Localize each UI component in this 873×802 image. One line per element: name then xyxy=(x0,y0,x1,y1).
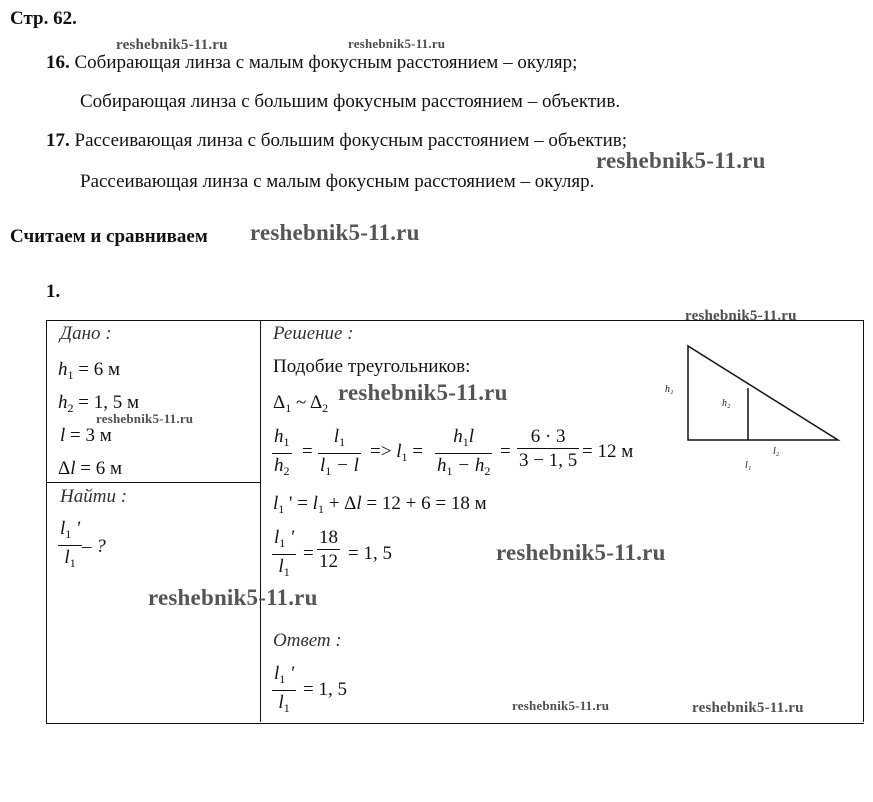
given-title: Дано : xyxy=(60,323,112,344)
solution-title: Решение : xyxy=(273,323,354,344)
watermark: reshebnik5-11.ru xyxy=(148,585,318,610)
table-row-divider xyxy=(46,482,260,483)
answer-ratio: $\frac{l_1 '}{l_1}$ xyxy=(274,663,295,715)
similarity-formula: $\Delta_1$ ~ $\Delta_2$ xyxy=(273,392,329,415)
equals-sign: = xyxy=(500,441,511,462)
triangle-figure xyxy=(660,338,850,488)
watermark: reshebnik5-11.ru xyxy=(692,700,804,716)
ratio-num: 18 xyxy=(319,527,338,548)
watermark: reshebnik5-11.ru xyxy=(512,698,610,713)
ratio-numbers xyxy=(517,426,579,473)
watermark: reshebnik5-11.ru xyxy=(96,411,194,426)
label-l1: l₁ xyxy=(745,460,752,471)
watermark: reshebnik5-11.ru xyxy=(596,148,766,173)
given-delta-l: Δl = 6 м xyxy=(58,458,122,479)
item-number: 17. xyxy=(46,130,70,151)
given-l-value: = 3 м xyxy=(70,425,112,446)
label-h1: h₁ xyxy=(665,384,674,395)
step2: $l_1$ ' = $l_1 + \Delta l = 12 + 6 = 18$ м xyxy=(273,493,487,516)
find-expr: – ? xyxy=(82,536,106,557)
item-16 xyxy=(46,52,577,74)
ratio-18-12 xyxy=(317,527,340,574)
page-header: Стр. 62. xyxy=(10,8,77,29)
item-17-line2: Рассеивающая линза с малым фокусным расстоянием – окуляр. xyxy=(80,171,595,192)
ratio-h1l: $\frac{h_1l}{h_1 - h_2}$ xyxy=(437,426,491,478)
item-line: Собирающая линза с малым фокусным расстоянием – окуляр; xyxy=(74,52,578,73)
equals-sign: = xyxy=(302,441,313,462)
numbers-den: 3 − 1, 5 xyxy=(519,450,578,471)
task-number: 1. xyxy=(46,281,61,302)
given-l: l = 3 м xyxy=(60,425,112,446)
item-17 xyxy=(46,130,627,152)
table-column-divider xyxy=(260,320,261,722)
watermark: reshebnik5-11.ru xyxy=(685,308,797,324)
step3-result: = 1, 5 xyxy=(348,543,392,564)
given-h1: $h_1 = 6$ м xyxy=(58,359,120,382)
label-l2: l₂ xyxy=(773,446,780,457)
step2-value: = 12 + 6 = 18 м xyxy=(366,493,487,514)
item-16-line2: Собирающая линза с большим фокусным расстоянием – объектив. xyxy=(80,91,621,112)
numbers-num: 6 · 3 xyxy=(517,426,579,449)
equals-sign: = xyxy=(303,543,314,564)
given-h2-value: = 1, 5 м xyxy=(78,392,139,413)
watermark: reshebnik5-11.ru xyxy=(496,540,666,565)
watermark: reshebnik5-11.ru xyxy=(338,380,508,405)
given-dl-value: = 6 м xyxy=(80,458,122,479)
answer-title: Ответ : xyxy=(273,630,342,651)
similarity-text: Подобие треугольников: xyxy=(273,356,471,377)
implies: => $l_1$ = xyxy=(370,441,423,464)
watermark: reshebnik5-11.ru xyxy=(250,220,420,245)
large-triangle xyxy=(688,346,838,440)
given-h1-value: = 6 м xyxy=(78,359,120,380)
ratio-l1: $\frac{l_1}{l_1 - l}$ xyxy=(320,426,359,478)
implies-arrow: => xyxy=(370,441,392,462)
table-right-border xyxy=(863,320,864,722)
ratio-answer: $\frac{l_1 '}{l_1}$ xyxy=(274,527,295,579)
step1-result: = 12 м xyxy=(582,441,634,462)
find-title: Найти : xyxy=(60,486,128,507)
item-line: Рассеивающая линза с большим фокусным расстоянием – объектив; xyxy=(74,130,628,151)
watermark: reshebnik5-11.ru xyxy=(348,36,446,51)
find-fraction: $\frac{l_1 '}{l_1}$ xyxy=(60,518,81,570)
ratio-den: 12 xyxy=(319,551,338,572)
watermark: reshebnik5-11.ru xyxy=(116,37,228,53)
answer-result: = 1, 5 xyxy=(303,679,347,700)
item-number: 16. xyxy=(46,52,70,73)
given-h2: $h_2 = 1$, 5 м xyxy=(58,392,139,415)
ratio-h1-h2: $\frac{h_1}{h_2}$ xyxy=(274,426,290,478)
label-h2: h₂ xyxy=(722,398,731,409)
section-title: Считаем и сравниваем xyxy=(10,226,208,247)
